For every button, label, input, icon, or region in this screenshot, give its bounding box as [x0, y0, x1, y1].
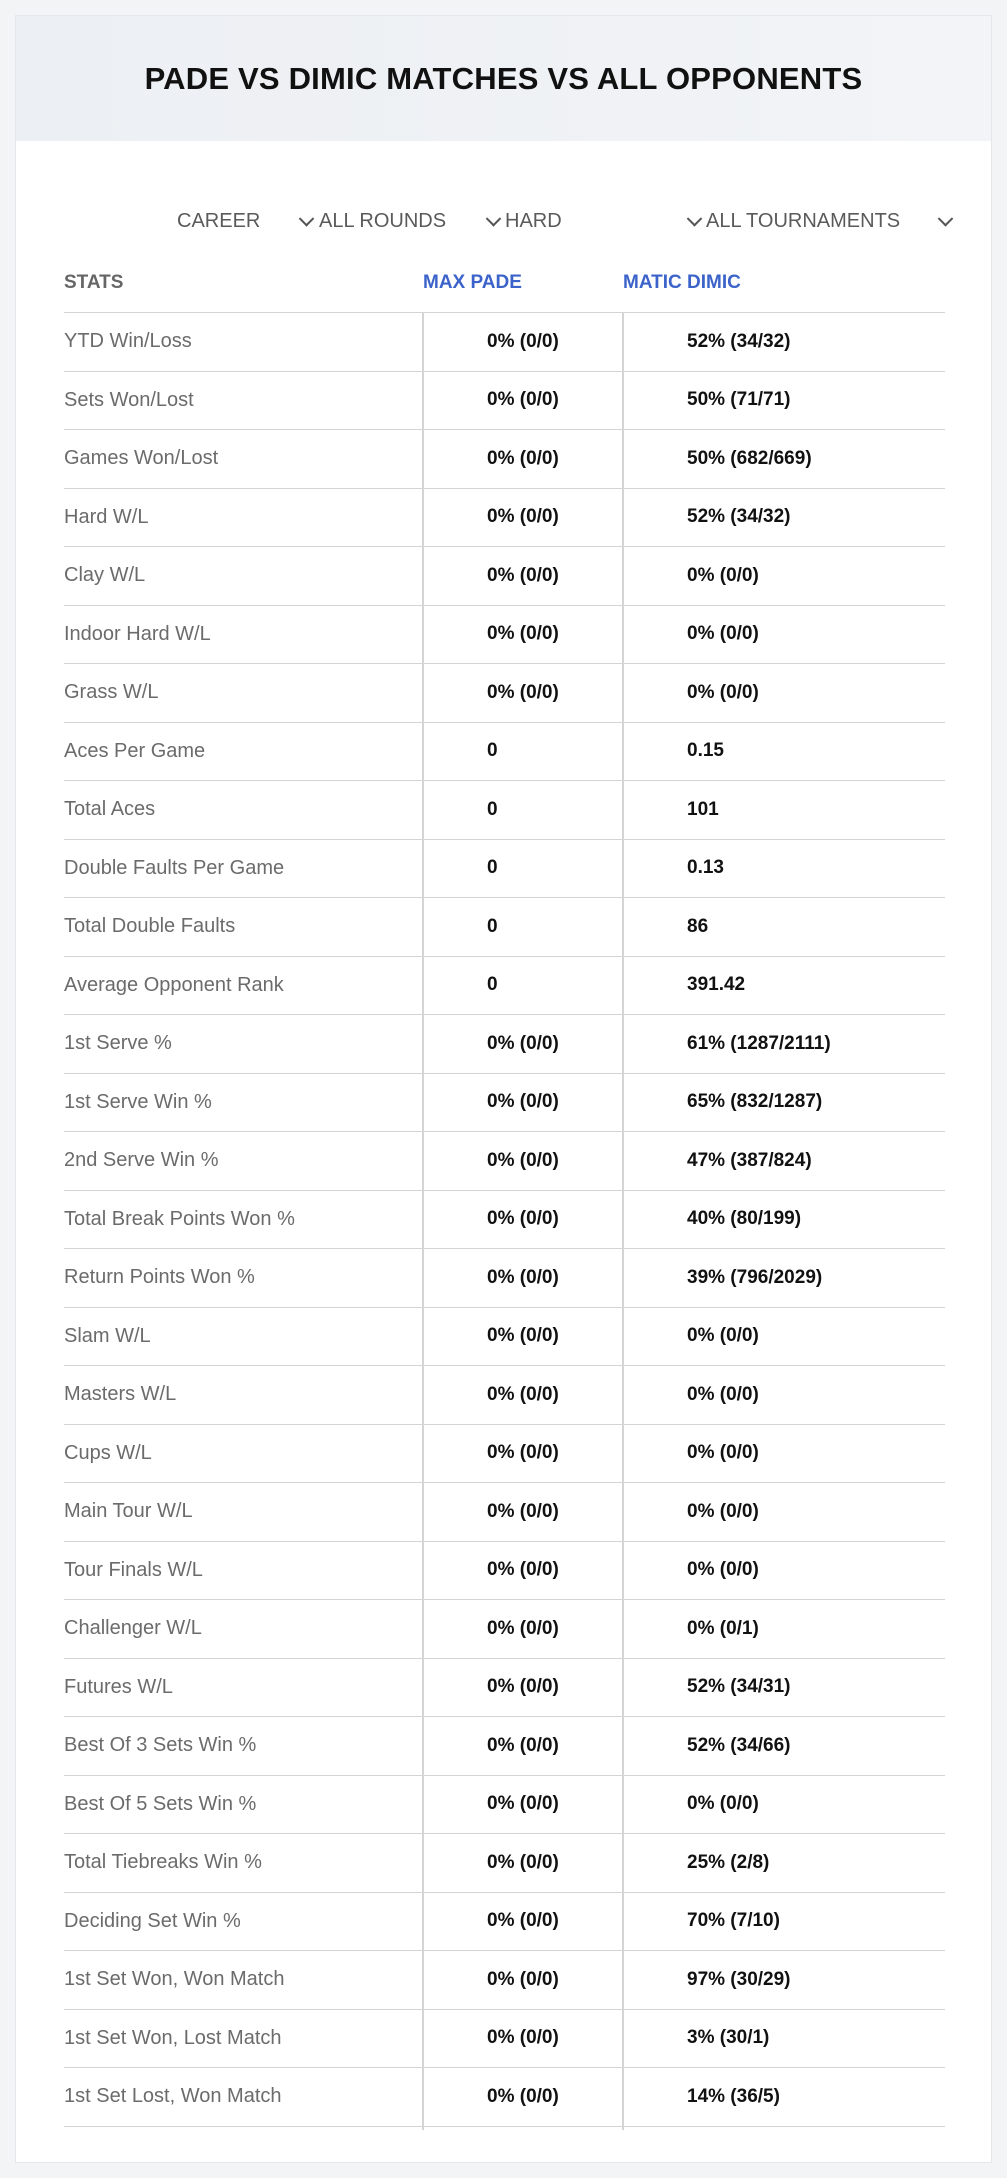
stat-label: Best Of 5 Sets Win %: [64, 1792, 257, 1815]
stat-label: Grass W/L: [64, 681, 159, 704]
player2-stat-value: 0% (0/0): [687, 1793, 759, 1815]
player1-stat-value: 0% (0/0): [487, 1968, 559, 1990]
stat-label: Average Opponent Rank: [64, 973, 284, 996]
player2-stat-value: 0% (0/0): [687, 623, 759, 645]
table-row: [64, 1776, 945, 1835]
stats-table: [64, 312, 945, 2127]
player1-stat-value: 0% (0/0): [487, 1617, 559, 1639]
table-row: [64, 1483, 945, 1542]
page-title: PADE VS DIMIC MATCHES VS ALL OPPONENTS: [144, 60, 863, 96]
player1-stat-value: 0% (0/0): [487, 1559, 559, 1581]
player1-stat-value: 0: [487, 857, 498, 879]
stat-label: Deciding Set Win %: [64, 1909, 241, 1932]
player1-stat-value: 0% (0/0): [487, 1266, 559, 1288]
stat-label: 2nd Serve Win %: [64, 1149, 219, 1172]
card-header: [16, 16, 991, 141]
stat-label: Tour Finals W/L: [64, 1558, 203, 1581]
table-row: [64, 2068, 945, 2127]
player1-stat-value: 0% (0/0): [487, 447, 559, 469]
stat-label: Clay W/L: [64, 564, 146, 587]
stat-label: YTD Win/Loss: [64, 330, 192, 353]
player1-column-header[interactable]: MAX PADE: [423, 272, 522, 293]
player1-stat-value: 0% (0/0): [487, 1910, 559, 1932]
period-select-value: CAREER: [177, 209, 261, 232]
stat-label: Return Points Won %: [64, 1266, 255, 1289]
table-row: [64, 781, 945, 840]
table-row: [64, 1308, 945, 1367]
player2-stat-value: 50% (682/669): [687, 447, 812, 469]
table-row: [64, 1074, 945, 1133]
player2-stat-value: 52% (34/66): [687, 1734, 791, 1756]
player2-stat-value: 3% (30/1): [687, 2027, 770, 2049]
stat-label: Indoor Hard W/L: [64, 622, 211, 645]
period-select[interactable]: [177, 191, 312, 251]
player1-stat-value: 0% (0/0): [487, 506, 559, 528]
table-row: [64, 2010, 945, 2069]
table-row: [64, 606, 945, 665]
player2-stat-value: 86: [687, 915, 709, 937]
table-row: [64, 489, 945, 548]
table-row: [64, 840, 945, 899]
table-row: [64, 1249, 945, 1308]
stat-label: Total Tiebreaks Win %: [64, 1851, 262, 1874]
player2-stat-value: 52% (34/32): [687, 506, 791, 528]
stat-label: Hard W/L: [64, 505, 149, 528]
player1-stat-value: 0% (0/0): [487, 681, 559, 703]
stat-label: Best Of 3 Sets Win %: [64, 1734, 257, 1757]
player1-stat-value: 0% (0/0): [487, 330, 559, 352]
stat-label: Masters W/L: [64, 1383, 177, 1406]
table-row: [64, 898, 945, 957]
stat-label: Total Break Points Won %: [64, 1207, 295, 1230]
stat-label: 1st Serve %: [64, 1032, 172, 1055]
stat-label: Main Tour W/L: [64, 1500, 193, 1523]
player1-stat-value: 0% (0/0): [487, 2085, 559, 2107]
stat-label: 1st Serve Win %: [64, 1090, 212, 1113]
player1-stat-value: 0: [487, 740, 498, 762]
table-row: [64, 1659, 945, 1718]
player2-stat-value: 101: [687, 798, 719, 820]
player1-stat-value: 0% (0/0): [487, 1032, 559, 1054]
player1-stat-value: 0% (0/0): [487, 389, 559, 411]
chevron-down-icon: [938, 211, 954, 227]
player1-stat-value: 0% (0/0): [487, 1676, 559, 1698]
stat-label: Games Won/Lost: [64, 447, 219, 470]
table-row: [64, 1191, 945, 1250]
player2-stat-value: 0.13: [687, 857, 724, 879]
surface-select[interactable]: [505, 191, 700, 251]
player1-stat-value: 0: [487, 915, 498, 937]
filter-bar: [16, 191, 993, 251]
player2-stat-value: 0% (0/0): [687, 1442, 759, 1464]
table-row: [64, 723, 945, 782]
player1-stat-value: 0% (0/0): [487, 1851, 559, 1873]
player1-stat-value: 0% (0/0): [487, 1442, 559, 1464]
stat-label: 1st Set Won, Won Match: [64, 1968, 285, 1991]
player2-stat-value: 0.15: [687, 740, 724, 762]
player1-stat-value: 0% (0/0): [487, 2027, 559, 2049]
player2-stat-value: 61% (1287/2111): [687, 1032, 831, 1054]
player2-stat-value: 0% (0/0): [687, 1383, 759, 1405]
player2-column-header[interactable]: MATIC DIMIC: [623, 272, 741, 293]
player2-stat-value: 40% (80/199): [687, 1208, 802, 1230]
round-select-value: ALL ROUNDS: [319, 209, 447, 232]
round-select[interactable]: [319, 191, 499, 251]
table-row: [64, 430, 945, 489]
table-row: [64, 1717, 945, 1776]
table-row: [64, 664, 945, 723]
player1-stat-value: 0% (0/0): [487, 1793, 559, 1815]
stats-column-header: STATS: [64, 272, 124, 293]
player2-stat-value: 47% (387/824): [687, 1149, 812, 1171]
stat-label: Sets Won/Lost: [64, 388, 194, 411]
table-row: [64, 1132, 945, 1191]
stat-label: Cups W/L: [64, 1441, 152, 1464]
table-row: [64, 372, 945, 431]
stat-label: Total Aces: [64, 798, 156, 821]
player2-stat-value: 52% (34/31): [687, 1676, 791, 1698]
table-row: [64, 1834, 945, 1893]
player2-stat-value: 97% (30/29): [687, 1968, 791, 1990]
player2-stat-value: 0% (0/0): [687, 564, 759, 586]
player2-stat-value: 391.42: [687, 974, 746, 996]
stat-label: Double Faults Per Game: [64, 856, 285, 879]
stats-card: [15, 15, 992, 2163]
player2-stat-value: 39% (796/2029): [687, 1266, 823, 1288]
chevron-down-icon: [486, 211, 502, 227]
player2-stat-value: 50% (71/71): [687, 389, 791, 411]
player1-stat-value: 0% (0/0): [487, 1734, 559, 1756]
player1-stat-value: 0% (0/0): [487, 623, 559, 645]
table-row: [64, 547, 945, 606]
chevron-down-icon: [687, 211, 703, 227]
player1-stat-value: 0: [487, 798, 498, 820]
chevron-down-icon: [299, 211, 315, 227]
table-row: [64, 313, 945, 372]
stat-label: Slam W/L: [64, 1324, 151, 1347]
player1-stat-value: 0% (0/0): [487, 1325, 559, 1347]
player2-stat-value: 52% (34/32): [687, 330, 791, 352]
player2-stat-value: 0% (0/0): [687, 1325, 759, 1347]
tournament-select-value: ALL TOURNAMENTS: [706, 209, 901, 232]
player2-stat-value: 65% (832/1287): [687, 1091, 823, 1113]
player2-stat-value: 70% (7/10): [687, 1910, 780, 1932]
player1-stat-value: 0% (0/0): [487, 1208, 559, 1230]
stat-label: Challenger W/L: [64, 1617, 202, 1640]
player1-stat-value: 0% (0/0): [487, 564, 559, 586]
table-row: [64, 1951, 945, 2010]
player2-stat-value: 14% (36/5): [687, 2085, 780, 2107]
table-row: [64, 1425, 945, 1484]
stat-label: Total Double Faults: [64, 915, 236, 938]
player2-stat-value: 25% (2/8): [687, 1851, 770, 1873]
player2-stat-value: 0% (0/1): [687, 1617, 759, 1639]
player1-stat-value: 0: [487, 974, 498, 996]
surface-select-value: HARD: [505, 209, 562, 232]
player2-stat-value: 0% (0/0): [687, 1500, 759, 1522]
player2-stat-value: 0% (0/0): [687, 681, 759, 703]
player1-stat-value: 0% (0/0): [487, 1500, 559, 1522]
tournament-select[interactable]: [706, 191, 951, 251]
table-row: [64, 957, 945, 1016]
player2-stat-value: 0% (0/0): [687, 1559, 759, 1581]
stat-label: Aces Per Game: [64, 739, 206, 762]
stat-label: 1st Set Won, Lost Match: [64, 2026, 282, 2049]
player1-stat-value: 0% (0/0): [487, 1383, 559, 1405]
table-row: [64, 1542, 945, 1601]
table-row: [64, 1015, 945, 1074]
stat-label: 1st Set Lost, Won Match: [64, 2085, 282, 2108]
table-row: [64, 1600, 945, 1659]
stat-label: Futures W/L: [64, 1675, 173, 1698]
player1-stat-value: 0% (0/0): [487, 1091, 559, 1113]
player1-stat-value: 0% (0/0): [487, 1149, 559, 1171]
table-row: [64, 1893, 945, 1952]
table-row: [64, 1366, 945, 1425]
